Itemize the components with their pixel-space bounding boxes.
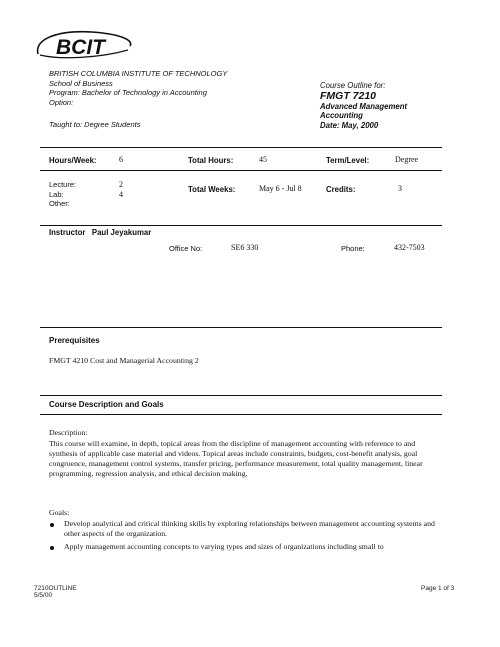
description-label: Description:	[49, 428, 88, 437]
course-title-line1: Advanced Management	[320, 101, 408, 111]
instructor-line	[49, 228, 151, 237]
other-label: Other:	[49, 199, 70, 208]
lecture-label: Lecture:	[49, 180, 77, 189]
credits-label: Credits:	[326, 185, 356, 194]
instructor-label: Instructor	[49, 228, 86, 237]
option-line: Option:	[49, 97, 74, 107]
total-hours-value: 45	[259, 155, 267, 164]
lab-label: Lab:	[49, 189, 64, 199]
office-value: SE6 330	[231, 243, 259, 252]
goal-item: Develop analytical and critical thinking skills by exploring relationships between management accounting systems and other aspects of the organization.	[64, 519, 435, 538]
bcit-logo	[30, 24, 140, 66]
divider-summary	[40, 170, 442, 171]
hours-breakdown-values	[119, 180, 123, 199]
goals-label: Goals:	[49, 508, 70, 517]
taught-to: Taught to: Degree Students	[49, 120, 141, 129]
hours-breakdown	[49, 180, 76, 209]
bullet-icon	[50, 546, 54, 550]
divider-description	[40, 395, 442, 396]
term-level-value: Degree	[395, 155, 419, 164]
course-code: FMGT 7210	[320, 89, 377, 102]
divider-description-bottom	[40, 414, 442, 415]
course-title-line2: Accounting	[320, 111, 363, 120]
hours-week-value: 6	[119, 155, 123, 164]
footer-date: 5/5/00	[34, 592, 53, 599]
course-outline-block	[320, 81, 407, 130]
institution-block	[49, 69, 227, 107]
total-weeks-label: Total Weeks:	[188, 185, 236, 194]
phone-label: Phone:	[341, 244, 365, 253]
total-hours-label: Total Hours:	[188, 156, 234, 165]
hours-week-label: Hours/Week:	[49, 156, 97, 165]
lecture-value: 2	[119, 180, 123, 189]
school-name: School of Business	[49, 78, 113, 88]
institution-name: BRITISH COLUMBIA INSTITUTE OF TECHNOLOGY	[49, 69, 228, 78]
description-text: This course will examine, in depth, topical areas from the discipline of management accounting with reference to and synthesis of applicable case material and videos. Topical areas include constraints, budgets, cost-benefit analysis, goal congruence, management control systems, transfer pricing, performance measurement, total quality management, linear programming, regression analysis, and ethical decision making.	[49, 439, 423, 478]
lab-value: 4	[119, 189, 123, 199]
prerequisites-title: Prerequisites	[49, 336, 100, 345]
description-title: Course Description and Goals	[49, 400, 164, 409]
divider-prereq	[40, 327, 442, 328]
phone-value: 432-7503	[394, 243, 425, 252]
divider-instructor	[40, 225, 442, 226]
footer-left	[34, 585, 77, 599]
logo-text: BCIT	[56, 36, 105, 59]
bullet-icon	[50, 523, 54, 527]
footer-file-name: 7210OUTLINE	[34, 585, 77, 592]
goal-item: Apply management accounting concepts to varying types and sizes of organizations including small to	[64, 542, 384, 551]
divider-top	[40, 147, 442, 148]
prerequisites-text: FMGT 4210 Cost and Managerial Accounting 2	[49, 356, 199, 365]
credits-value: 3	[398, 184, 402, 193]
instructor-name: Paul Jeyakumar	[91, 228, 152, 237]
office-label: Office No:	[169, 244, 203, 253]
page-number: Page 1 of 3	[421, 585, 455, 592]
program-name: Program: Bachelor of Technology in Accounting	[49, 88, 207, 97]
bcit-logo-graphic	[30, 24, 140, 66]
course-date: Date: May, 2000	[320, 120, 379, 130]
total-weeks-value: May 6 - Jul 8	[259, 184, 302, 193]
course-outline-label: Course Outline for:	[320, 81, 386, 90]
term-level-label: Term/Level:	[326, 156, 370, 165]
